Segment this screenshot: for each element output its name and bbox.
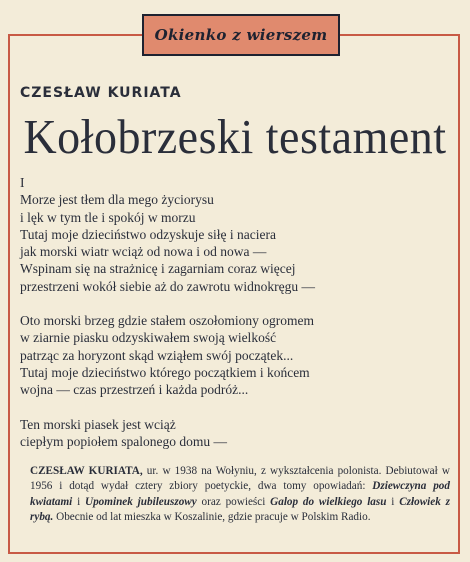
poem-line: Ten morski piasek jest wciąż bbox=[20, 416, 176, 432]
bio-text: ur. w 1938 na Wołyniu, z wykształcenia polonista. Debiutował w 1956 i dotąd wydał cztery zbiory poetyckie, dwa tomy opowiadań: bbox=[30, 465, 450, 493]
bio-text: i bbox=[386, 495, 400, 508]
poem-line: I bbox=[20, 175, 25, 190]
poem-line: patrząc za horyzont skąd wziąłem swój początek... bbox=[20, 347, 294, 363]
bio-work-title: Dziewczyna pod kwiatami bbox=[30, 480, 450, 508]
stanza-gap bbox=[20, 295, 450, 312]
poem-line: Tutaj moje dzieciństwo którego początkiem i końcem bbox=[20, 364, 310, 380]
bio-text: i bbox=[72, 495, 85, 508]
poem-line: Wspinam się na strażnicę i zagarniam coraz więcej bbox=[20, 261, 296, 277]
poem-line: Morze jest tłem dla mego życiorysu bbox=[20, 192, 214, 208]
section-banner-text: Okienko z wierszem bbox=[154, 26, 328, 44]
bio-text: oraz powieści bbox=[196, 495, 271, 508]
poem-line: i lęk w tym tle i spokój w morzu bbox=[20, 209, 196, 225]
bio-text: Obecnie od lat mieszka w Koszalinie, gdzie pracuje w Polskim Radio. bbox=[53, 510, 371, 523]
poem-body bbox=[20, 174, 450, 450]
poem-line: ciepłym popiołem spalonego domu — bbox=[20, 433, 227, 449]
poem-line: w ziarnie piasku odzyskiwałem swoją wielkość bbox=[20, 330, 277, 346]
section-banner bbox=[142, 14, 340, 56]
poem-title: Kołobrzeski testament bbox=[23, 109, 447, 164]
bio-work-title: Upominek jubileuszowy bbox=[85, 495, 197, 508]
bio-work-title: Galop do wielkiego lasu bbox=[270, 495, 387, 508]
poem-line: jak morski wiatr wciąż od nowa i od nowa — bbox=[20, 244, 267, 260]
poem-line: Oto morski brzeg gdzie stałem oszołomiony ogromem bbox=[20, 313, 314, 329]
poem-line: Tutaj moje dzieciństwo odzyskuje siłę i naciera bbox=[20, 226, 276, 242]
author-bio bbox=[30, 464, 450, 525]
poem-line: przestrzeni wokół siebie aż do zawrotu widnokręgu — bbox=[20, 278, 316, 294]
bio-author-name: CZESŁAW KURIATA, bbox=[30, 465, 143, 477]
author-name: CZESŁAW KURIATA bbox=[20, 85, 182, 101]
stanza-gap bbox=[20, 399, 450, 416]
bio-work-title: Człowiek z rybą. bbox=[30, 495, 451, 523]
poem-line: wojna — czas przestrzeń i każda podróż... bbox=[20, 382, 249, 398]
